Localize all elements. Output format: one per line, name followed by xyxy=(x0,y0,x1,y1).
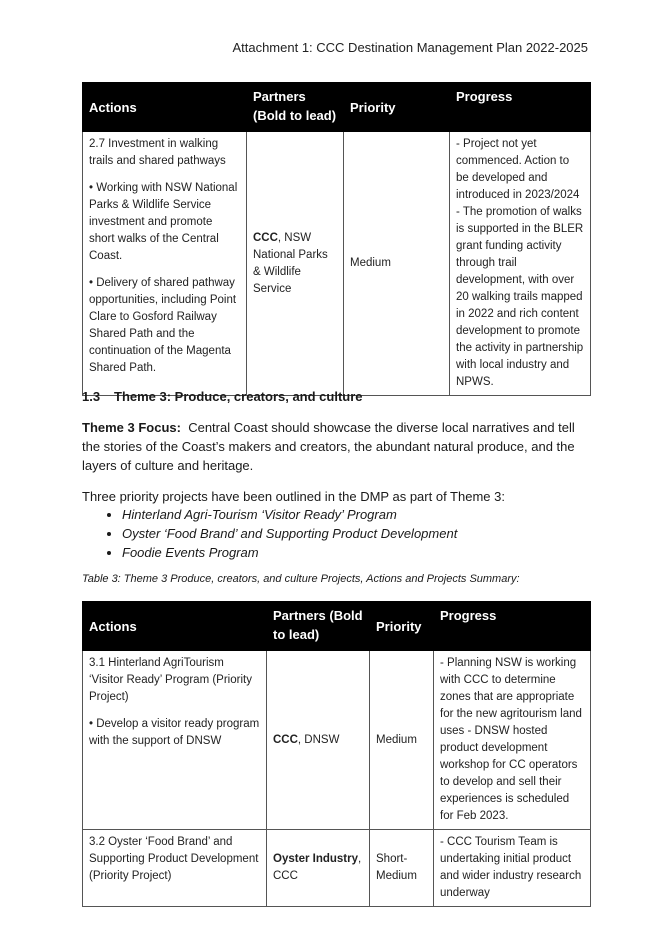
table-row xyxy=(83,830,591,907)
actions-cell xyxy=(83,830,267,907)
theme-focus-paragraph xyxy=(82,418,592,475)
table-header-row xyxy=(83,602,591,651)
table-row xyxy=(83,651,591,830)
priority-project-list xyxy=(82,505,457,562)
lead-partner: CCC xyxy=(273,733,298,746)
action-bullet: • Delivery of shared pathway opportunities, including Point Clare to Gosford Railway Shared Path and the continuation of the Magenta Shared Path. xyxy=(89,277,237,374)
actions-cell xyxy=(83,132,247,396)
priority-cell: Short-Medium xyxy=(370,830,434,907)
col-header-progress: Progress xyxy=(450,83,591,132)
partners-cell xyxy=(267,830,370,907)
progress-cell: - Planning NSW is working with CCC to determine zones that are appropriate for the new agritourism land uses - DNSW hosted product development workshop for CC operators to develop and sell their experiences is scheduled for Feb 2023. xyxy=(434,651,591,830)
other-partners: , DNSW xyxy=(297,733,340,746)
col-header-partners: Partners (Bold to lead) xyxy=(267,602,370,651)
list-item: • Foodie Events Program xyxy=(122,543,457,562)
priority-cell: Medium xyxy=(344,132,450,396)
page-header: Attachment 1: CCC Destination Management Plan 2022-2025 xyxy=(232,40,588,55)
priority-cell: Medium xyxy=(370,651,434,830)
other-partners: , CCC xyxy=(273,853,362,882)
table-row xyxy=(83,132,591,396)
theme3-actions-table xyxy=(82,601,591,907)
action-bullet: • Working with NSW National Parks & Wildlife Service investment and promote short walks of the Central Coast. xyxy=(89,182,238,262)
table-caption: Table 3: Theme 3 Produce, creators, and culture Projects, Actions and Projects Summary: xyxy=(82,573,520,585)
col-header-priority: Priority xyxy=(344,83,450,132)
action-title: 3.2 Oyster ‘Food Brand’ and Supporting Product Development (Priority Project) xyxy=(89,836,259,882)
list-item: • Hinterland Agri-Tourism ‘Visitor Ready’ Program xyxy=(122,505,457,524)
col-header-priority: Priority xyxy=(370,602,434,651)
actions-cell xyxy=(83,651,267,830)
col-header-partners: Partners (Bold to lead) xyxy=(247,83,344,132)
projects-intro: Three priority projects have been outlined in the DMP as part of Theme 3: xyxy=(82,489,505,504)
other-partners: , NSW National Parks & Wildlife Service xyxy=(253,231,328,295)
col-header-progress: Progress xyxy=(434,602,591,651)
partners-cell xyxy=(247,132,344,396)
action-title: 2.7 Investment in walking trails and shared pathways xyxy=(89,138,226,167)
focus-label: Theme 3 Focus: xyxy=(82,420,181,435)
focus-text: Central Coast should showcase the diverse local narratives and tell the stories of the Coast’s makers and creators, the abundant natural produce, and the layers of culture and heritage. xyxy=(82,420,575,473)
action-title: 3.1 Hinterland AgriTourism ‘Visitor Ready’ Program (Priority Project) xyxy=(89,657,252,703)
col-header-actions: Actions xyxy=(83,83,247,132)
progress-cell: - Project not yet commenced. Action to be developed and introduced in 2023/2024 - The promotion of walks is supported in the BLER grant funding activity through trail development, with over 20 walking trails mapped in 2022 and rich content development to promote the activity in partnership with local industry and NPWS. xyxy=(450,132,591,396)
list-item: • Oyster ‘Food Brand’ and Supporting Product Development xyxy=(122,524,457,543)
lead-partner: Oyster Industry xyxy=(273,853,358,865)
partners-cell xyxy=(267,651,370,830)
section-number: 1.3 xyxy=(82,389,101,404)
theme2-actions-table xyxy=(82,82,591,396)
section-title: Theme 3: Produce, creators, and culture xyxy=(114,389,363,404)
table-header-row xyxy=(83,83,591,132)
section-heading xyxy=(82,389,363,404)
action-bullet: • Develop a visitor ready program with the support of DNSW xyxy=(89,718,260,747)
progress-cell: - CCC Tourism Team is undertaking initial product and wider industry research underway xyxy=(434,830,591,907)
lead-partner: CCC xyxy=(253,231,278,244)
col-header-actions: Actions xyxy=(83,602,267,651)
